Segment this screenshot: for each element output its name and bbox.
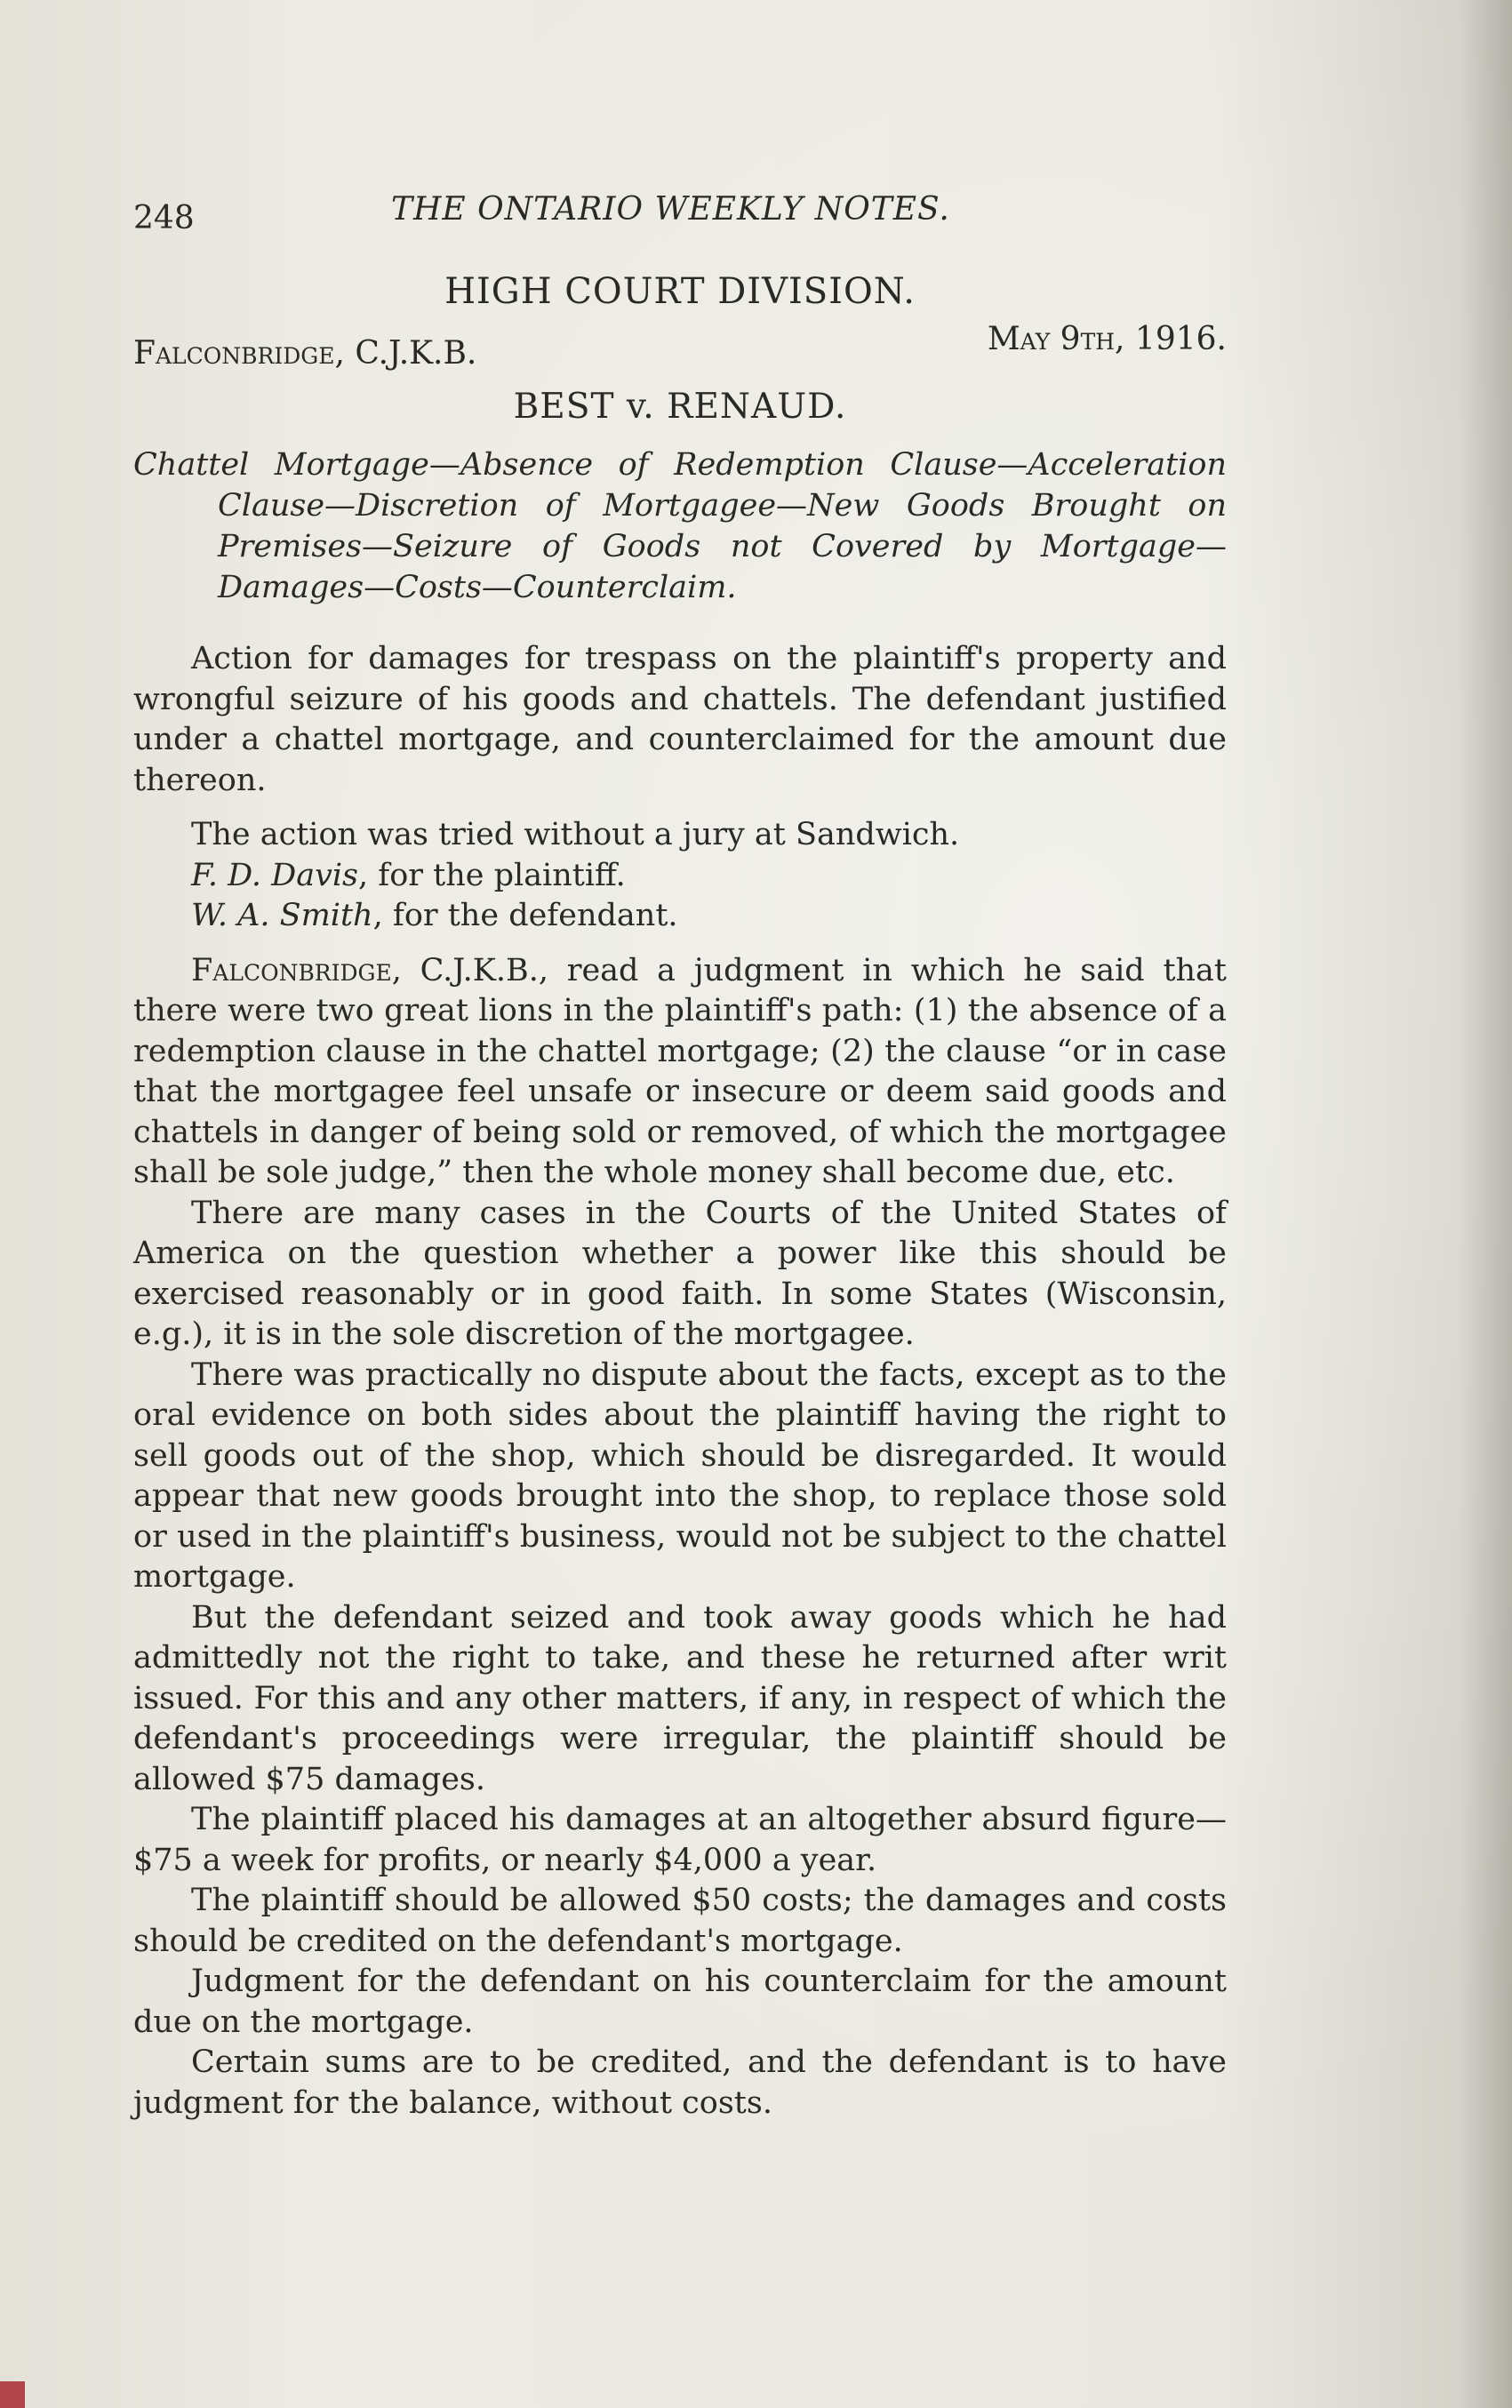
intro-paragraph: Action for damages for trespass on the plaintiff's property and wrongful seizure of his goods and chattels. The defendant justified under a chattel mortgage, and counterclaimed for the amount due thereon. xyxy=(133,641,1227,798)
judgment-judge: Falconbridge, C.J.K.B. xyxy=(191,952,539,988)
counsel-defendant xyxy=(133,896,1227,937)
body-paragraph: There are many cases in the Courts of the United States of America on the question whether a power like this should be exercised reasonably or in good faith. In some States (Wisconsin, e.g.), it is in the sole discretion of the mortgagee. xyxy=(133,1195,1227,1352)
body-paragraph: The plaintiff placed his damages at an altogether absurd figure—$75 a week for profits, or nearly $4,000 a year. xyxy=(133,1802,1227,1878)
judgment-paragraph xyxy=(133,951,1227,1194)
trial-note: The action was tried without a jury at Sandwich. xyxy=(191,817,960,852)
headnote: Chattel Mortgage—Absence of Redemption Clause—Acceleration Clause—Discretion of Mortgagee—New Goods Brought on Premises—Seizure of Goods not Covered by Mortgage—Damages—Costs—Counterclaim. xyxy=(133,447,1227,605)
page-number: 248 xyxy=(133,200,195,236)
judgment-text: , read a judgment in which he said that there were two great lions in the plaintiff's path: (1) the absence of a redemption clause in the chattel mortgage; (2) the clause “or in case that the mortgagee feel unsafe or insecure or deem said goods and chattels in danger of being sold or removed, of which the mortgagee shall be sole judge,” then the whole money shall become due, etc. xyxy=(133,952,1227,1190)
counsel-name: W. A. Smith xyxy=(191,898,373,933)
body-paragraph: But the defendant seized and took away goods which he had admittedly not the right to take, and these he returned after writ issued. For this and any other matters, if any, in respect of which the defendant's proceedings were irregular, the plaintiff should be allowed $75 damages. xyxy=(133,1599,1227,1797)
decision-date: May 9th, 1916. xyxy=(987,321,1227,357)
division-heading: HIGH COURT DIVISION. xyxy=(444,271,916,312)
body-paragraph: There was practically no dispute about the facts, except as to the oral evidence on both sides about the plaintiff having the right to sell goods out of the shop, which should be disregarded. It would appear that new goods brought into the shop, to replace those sold or used in the plaintiff's business, would not be subject to the chattel mortgage. xyxy=(133,1356,1227,1595)
corner-mark xyxy=(0,2381,25,2408)
binding-shadow xyxy=(1459,0,1512,2408)
counsel-role: , for the plaintiff. xyxy=(358,857,626,893)
running-head xyxy=(133,191,1227,244)
judge-name: Falconbridge, C.J.K.B. xyxy=(133,335,477,372)
body-paragraph: Judgment for the defendant on his counterclaim for the amount due on the mortgage. xyxy=(133,1964,1227,2040)
journal-title: THE ONTARIO WEEKLY NOTES. xyxy=(391,191,950,228)
page-content xyxy=(133,191,1227,2124)
judge-date-line xyxy=(133,321,1227,378)
counsel-role: , for the defendant. xyxy=(372,898,678,933)
body-paragraph: The plaintiff should be allowed $50 costs; the damages and costs should be credited on the defendant's mortgage. xyxy=(133,1883,1227,1959)
counsel-name: F. D. Davis xyxy=(191,857,359,893)
counsel-plaintiff xyxy=(133,856,1227,897)
case-title: BEST v. RENAUD. xyxy=(513,387,847,427)
body-paragraph: Certain sums are to be credited, and the defendant is to have judgment for the balance, without costs. xyxy=(133,2044,1227,2121)
